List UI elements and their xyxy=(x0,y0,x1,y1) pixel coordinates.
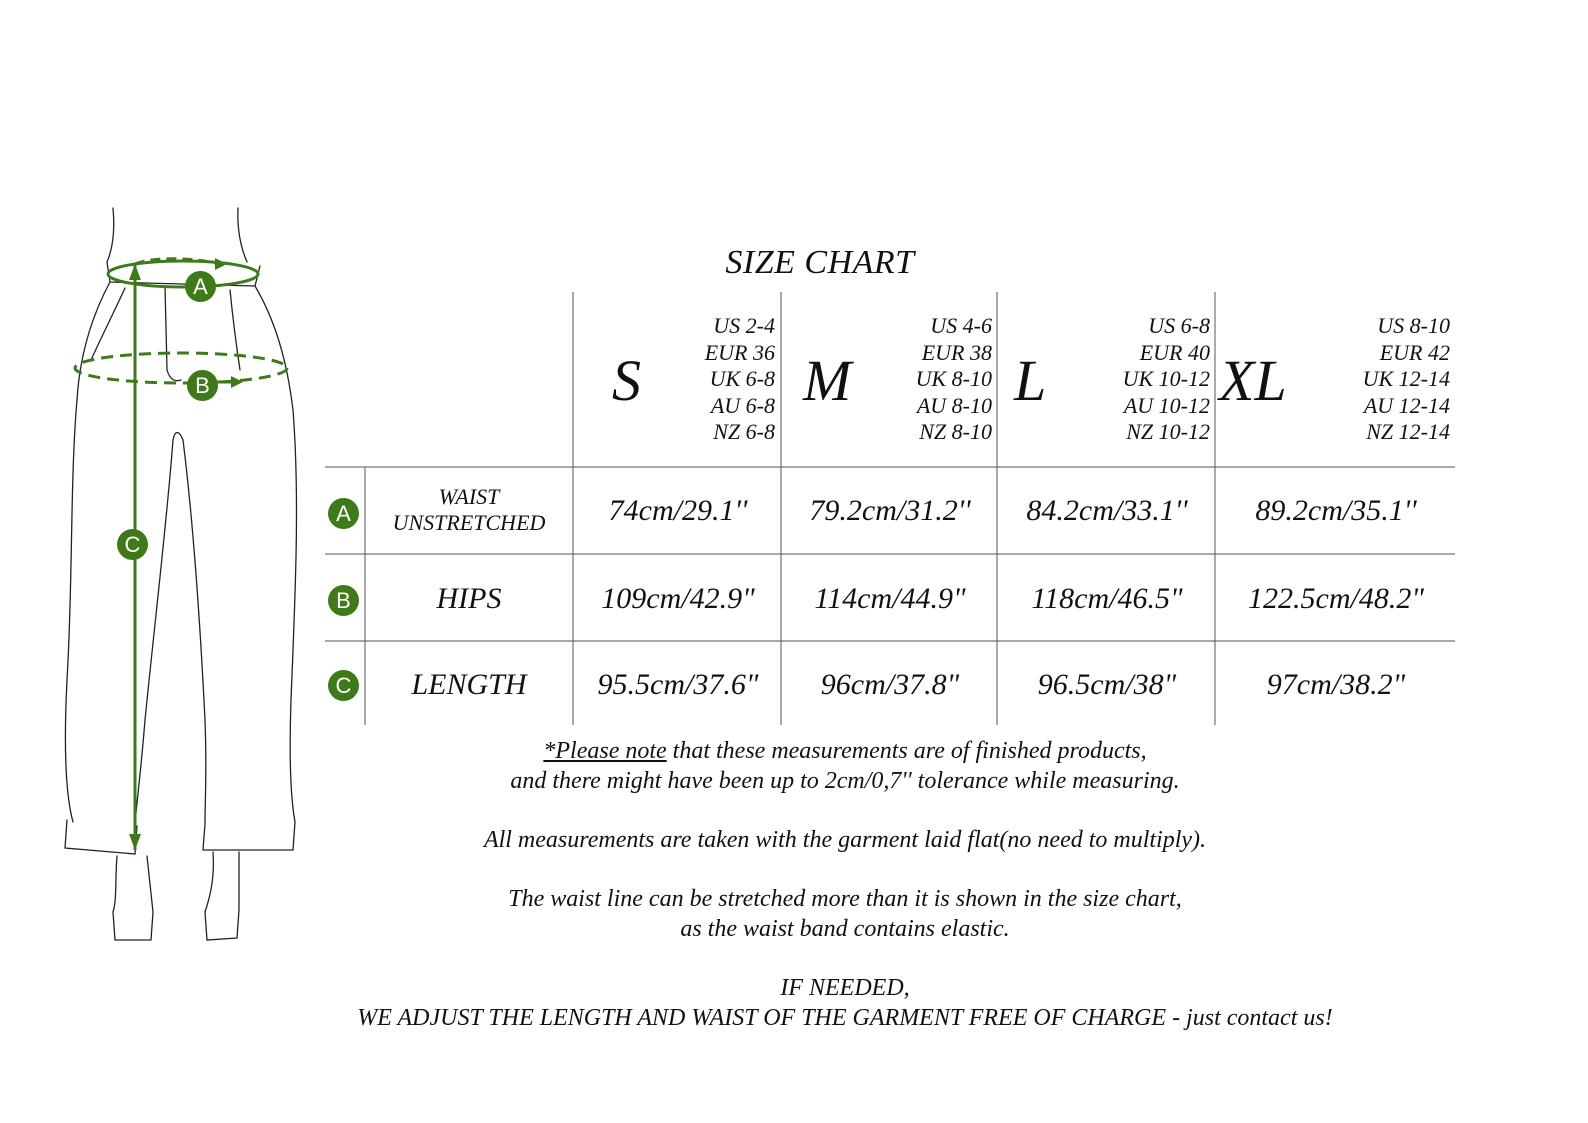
note-text: that these measurements are of finished products, xyxy=(666,738,1147,764)
conversion-nz: NZ 8-10 xyxy=(919,419,992,444)
table-cell: 114cm/44.9" xyxy=(814,582,966,615)
table-cell: 74cm/29.1'' xyxy=(608,494,748,527)
table-cell: 89.2cm/35.1'' xyxy=(1255,494,1417,527)
table-cell: 118cm/46.5" xyxy=(1031,582,1183,615)
conversion-uk: UK 6-8 xyxy=(709,366,775,391)
conversion-us: US 6-8 xyxy=(1148,313,1210,338)
size-label-m: M xyxy=(803,348,852,413)
note-line: The waist line can be stretched more than it is shown in the size chart, xyxy=(508,886,1182,912)
conversion-au: AU 10-12 xyxy=(1123,392,1210,418)
conversion-eur: EUR 42 xyxy=(1379,339,1450,365)
measurement-notes xyxy=(250,736,1440,1033)
note-line: and there might have been up to 2cm/0,7'' tolerance while measuring. xyxy=(510,768,1180,794)
conversion-eur: EUR 38 xyxy=(921,339,992,365)
table-cell: 84.2cm/33.1'' xyxy=(1026,494,1188,527)
conversion-eur: EUR 40 xyxy=(1139,339,1210,365)
table-cell: 122.5cm/48.2" xyxy=(1248,582,1424,615)
badge-b: B xyxy=(328,585,359,616)
row-label-waist xyxy=(369,484,569,536)
conversion-au: AU 8-10 xyxy=(916,392,992,418)
conversion-us: US 8-10 xyxy=(1377,313,1450,338)
table-cell: 95.5cm/37.6" xyxy=(597,668,759,701)
conversion-uk: UK 8-10 xyxy=(915,366,992,391)
row-label-line1: WAIST xyxy=(438,484,500,509)
conversion-eur: EUR 36 xyxy=(704,339,775,365)
size-l-conversions xyxy=(1090,313,1210,446)
note-line: as the waist band contains elastic. xyxy=(680,916,1010,942)
size-label-l: L xyxy=(1014,348,1047,413)
size-s-conversions xyxy=(655,313,775,446)
badge-b-illustration: B xyxy=(187,370,218,401)
note-line xyxy=(250,736,1440,766)
badge-a-illustration: A xyxy=(185,271,216,302)
table-cell: 96.5cm/38" xyxy=(1037,668,1177,701)
badge-a: A xyxy=(328,498,359,529)
table-cell: 109cm/42.9" xyxy=(601,582,755,615)
chart-title: SIZE CHART xyxy=(725,244,915,281)
size-label-s: S xyxy=(612,348,641,413)
conversion-nz: NZ 12-14 xyxy=(1366,419,1450,444)
conversion-uk: UK 12-14 xyxy=(1362,366,1450,391)
row-label-hips: HIPS xyxy=(436,582,502,615)
size-xl-conversions xyxy=(1330,313,1450,446)
row-label-length: LENGTH xyxy=(411,668,527,701)
conversion-nz: NZ 6-8 xyxy=(713,419,775,444)
badge-c-illustration: C xyxy=(117,529,148,560)
row-label-line2: UNSTRETCHED xyxy=(392,510,546,535)
table-cell: 97cm/38.2" xyxy=(1266,668,1406,701)
note-line: All measurements are taken with the garment laid flat(no need to multiply). xyxy=(483,827,1207,853)
note-line xyxy=(250,1003,1440,1033)
conversion-au: AU 12-14 xyxy=(1363,392,1450,418)
size-m-conversions xyxy=(872,313,992,446)
note-please-note: *Please note xyxy=(543,738,667,764)
note-contact: - just contact us! xyxy=(1166,1005,1333,1031)
table-cell: 96cm/37.8" xyxy=(820,668,960,701)
conversion-au: AU 6-8 xyxy=(710,392,775,418)
table-cell: 79.2cm/31.2'' xyxy=(809,494,971,527)
conversion-uk: UK 10-12 xyxy=(1122,366,1210,391)
conversion-nz: NZ 10-12 xyxy=(1126,419,1210,444)
note-line: IF NEEDED, xyxy=(780,975,910,1001)
note-caps: WE ADJUST THE LENGTH AND WAIST OF THE GARMENT FREE OF CHARGE xyxy=(357,1005,1167,1031)
conversion-us: US 2-4 xyxy=(713,313,775,338)
conversion-us: US 4-6 xyxy=(930,313,992,338)
size-label-xl: XL xyxy=(1219,348,1287,413)
badge-c: C xyxy=(328,670,359,701)
